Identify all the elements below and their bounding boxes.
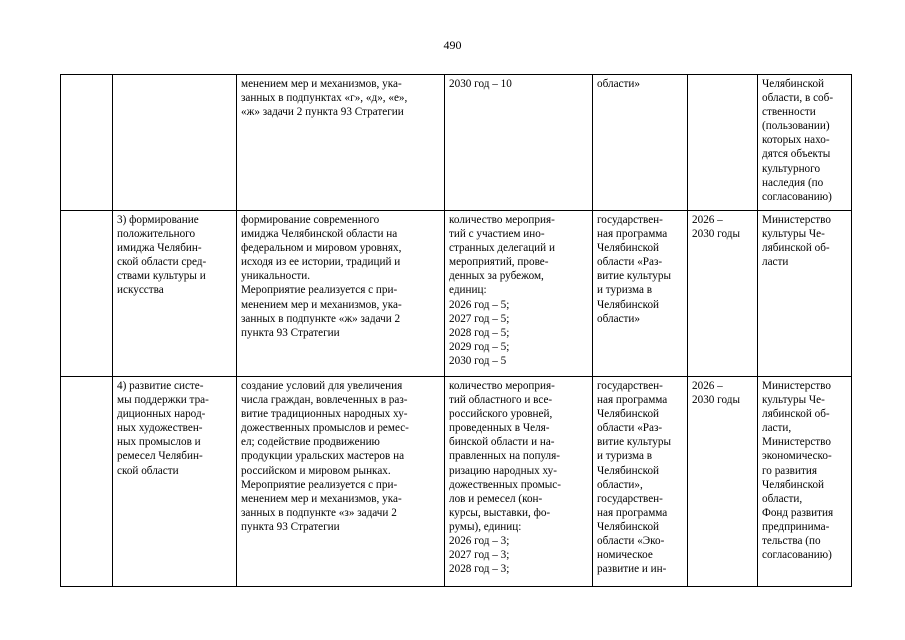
task-cell: 3) формирование положительного имиджа Челябин- ской области сред- ствами культуры и искусства (113, 211, 237, 377)
number-cell (61, 377, 113, 587)
indicator-cell: 2030 год – 10 (445, 75, 593, 211)
indicator-cell: количество мероприя- тий областного и все- российского уровней, проведенных в Челя- бинской области и на- правленных на популя- ризацию народных ху- дожественных промыс- лов и ремесел (кон- курсы, выставки, фо- румы), единиц: 2026 год – 3; 2027 год – 3; 2028 год – 3; (445, 377, 593, 587)
number-cell (61, 75, 113, 211)
page-number: 490 (443, 38, 462, 52)
table-row (61, 377, 852, 587)
event-cell: менением мер и механизмов, ука- занных в подпунктах «г», «д», «е», «ж» задачи 2 пункта 93 Стратегии (237, 75, 445, 211)
event-cell: формирование современного имиджа Челябинской области на федеральном и мировом уровнях, исходя из ее истории, традиций и уникальности. Мероприятие реализуется с при- менением мер и механизмов, ука- занных в подпункте «ж» задачи 2 пункта 93 Стратегии (237, 211, 445, 377)
indicator-cell: количество мероприя- тий с участием ино- странных делегаций и мероприятий, прове- денных за рубежом, единиц: 2026 год – 5; 2027 год – 5; 2028 год – 5; 2029 год – 5; 2030 год – 5 (445, 211, 593, 377)
task-cell (113, 75, 237, 211)
period-cell: 2026 – 2030 годы (688, 211, 758, 377)
strategy-table (60, 74, 852, 587)
table-row (61, 75, 852, 211)
program-cell: области» (593, 75, 688, 211)
period-cell (688, 75, 758, 211)
number-cell (61, 211, 113, 377)
executor-cell: Министерство культуры Че- лябинской об- ласти, Министерство экономическо- го развития Челябинской области, Фонд развития предпринима- тельства (по согласованию) (758, 377, 852, 587)
executor-cell: Челябинской области, в соб- ственности (пользовании) которых нахо- дятся объекты культурного наследия (по согласованию) (758, 75, 852, 211)
table-row (61, 211, 852, 377)
event-cell: создание условий для увеличения числа граждан, вовлеченных в раз- витие традиционных народных ху- дожественных промыслов и ремес- ел; содействие продвижению продукции уральских мастеров на российском и мировом рынках. Мероприятие реализуется с при- менением мер и механизмов, ука- занных в подпункте «з» задачи 2 пункта 93 Стратегии (237, 377, 445, 587)
program-cell: государствен- ная программа Челябинской области «Раз- витие культуры и туризма в Челябинской области» (593, 211, 688, 377)
task-cell: 4) развитие систе- мы поддержки тра- диционных народ- ных художествен- ных промыслов и ремесел Челябин- ской области (113, 377, 237, 587)
period-cell: 2026 – 2030 годы (688, 377, 758, 587)
executor-cell: Министерство культуры Че- лябинской об- ласти (758, 211, 852, 377)
program-cell: государствен- ная программа Челябинской области «Раз- витие культуры и туризма в Челябинской области», государствен- ная программа Челябинской области «Эко- номическое развитие и ин- (593, 377, 688, 587)
